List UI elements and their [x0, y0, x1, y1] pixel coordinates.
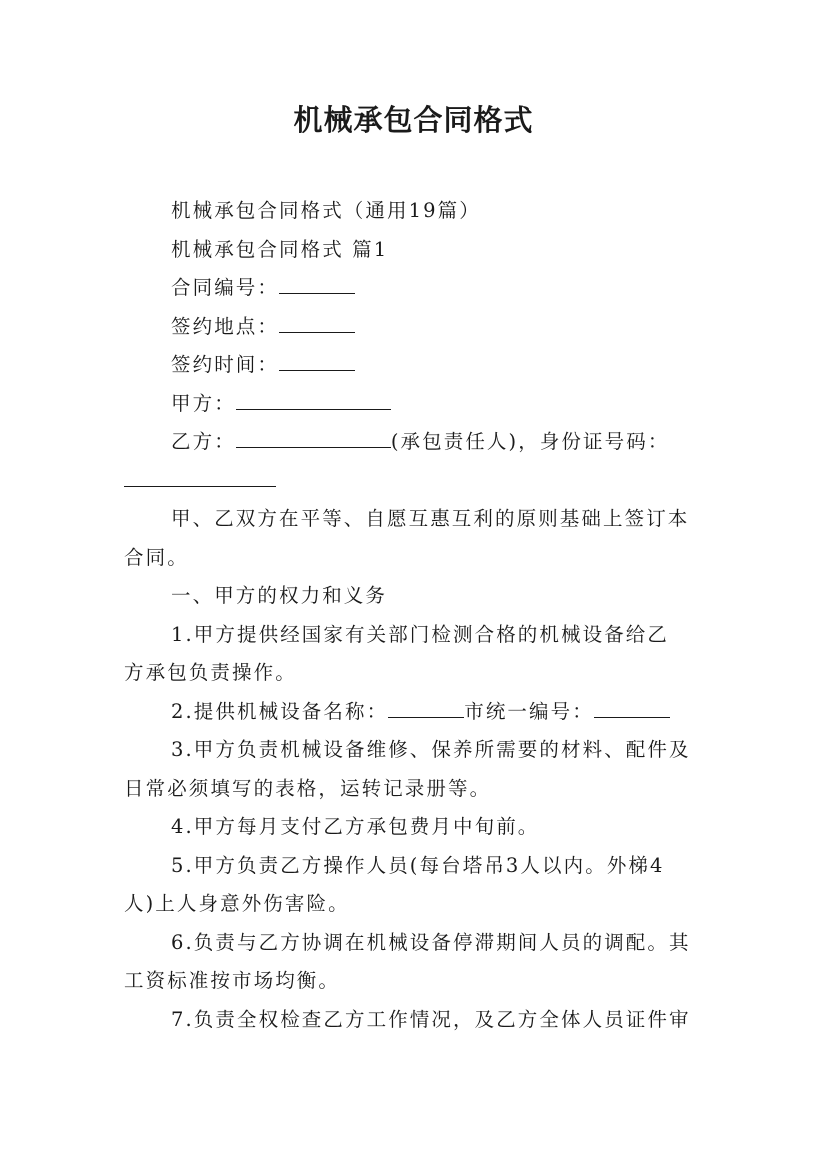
item-2-label-b: 市统一编号：	[464, 699, 594, 723]
item-3-line-1: 3.甲方负责机械设备维修、保养所需要的材料、配件及	[171, 738, 691, 761]
document-title: 机械承包合同格式	[293, 103, 534, 137]
party-a-row	[124, 385, 704, 424]
item-4-line: 4.甲方每月支付乙方承包费月中旬前。	[171, 815, 540, 838]
sign-time-label: 签约时间：	[171, 353, 280, 376]
party-b-blank	[236, 425, 391, 448]
item-3-line-2: 日常必须填写的表格，运转记录册等。	[124, 776, 492, 800]
party-a-label: 甲方：	[171, 391, 236, 415]
item-6-line-2: 工资标准按市场均衡。	[124, 969, 341, 992]
section-one-heading: 一、甲方的权力和义务	[171, 584, 388, 607]
item-5-line-1: 5.甲方负责乙方操作人员(每台塔吊3人以内。外梯4	[171, 853, 665, 877]
document-body	[124, 192, 704, 1039]
contract-number-blank	[279, 271, 355, 294]
contract-number-row	[124, 269, 704, 308]
equipment-name-blank	[388, 695, 464, 718]
contract-number-label: 合同编号：	[171, 276, 280, 299]
item-1-line-1: 1.甲方提供经国家有关部门检测合格的机械设备给乙	[171, 622, 670, 646]
sign-place-row	[124, 308, 704, 347]
item-5-line-2: 人)上人身意外伤害险。	[124, 892, 350, 915]
city-number-blank	[594, 695, 670, 718]
item-1-line-2: 方承包负责操作。	[124, 661, 297, 684]
item-2-label-a: 2.提供机械设备名称：	[171, 699, 389, 723]
subtitle: 机械承包合同格式（通用19篇）	[171, 199, 481, 222]
party-b-label: 乙方：	[171, 430, 236, 453]
item-6-line-1: 6.负责与乙方协调在机械设备停滞期间人员的调配。其	[171, 930, 691, 954]
party-a-blank	[236, 387, 391, 410]
intro-line-1: 甲、乙双方在平等、自愿互惠互利的原则基础上签订本	[171, 507, 690, 530]
intro-line-2: 合同。	[124, 545, 189, 569]
item-7-line-1: 7.负责全权检查乙方工作情况，及乙方全体人员证件审	[171, 1007, 691, 1031]
sign-place-blank	[279, 310, 355, 333]
sign-place-label: 签约地点：	[171, 314, 280, 338]
item-2-row	[124, 693, 704, 732]
party-b-row	[124, 423, 704, 462]
section-heading: 机械承包合同格式 篇1	[171, 237, 389, 261]
sign-time-row	[124, 346, 704, 385]
sign-time-blank	[279, 348, 355, 371]
party-b-id-row	[124, 462, 704, 501]
party-b-suffix: (承包责任人)，身份证号码：	[390, 430, 670, 453]
party-b-id-blank	[124, 464, 276, 487]
